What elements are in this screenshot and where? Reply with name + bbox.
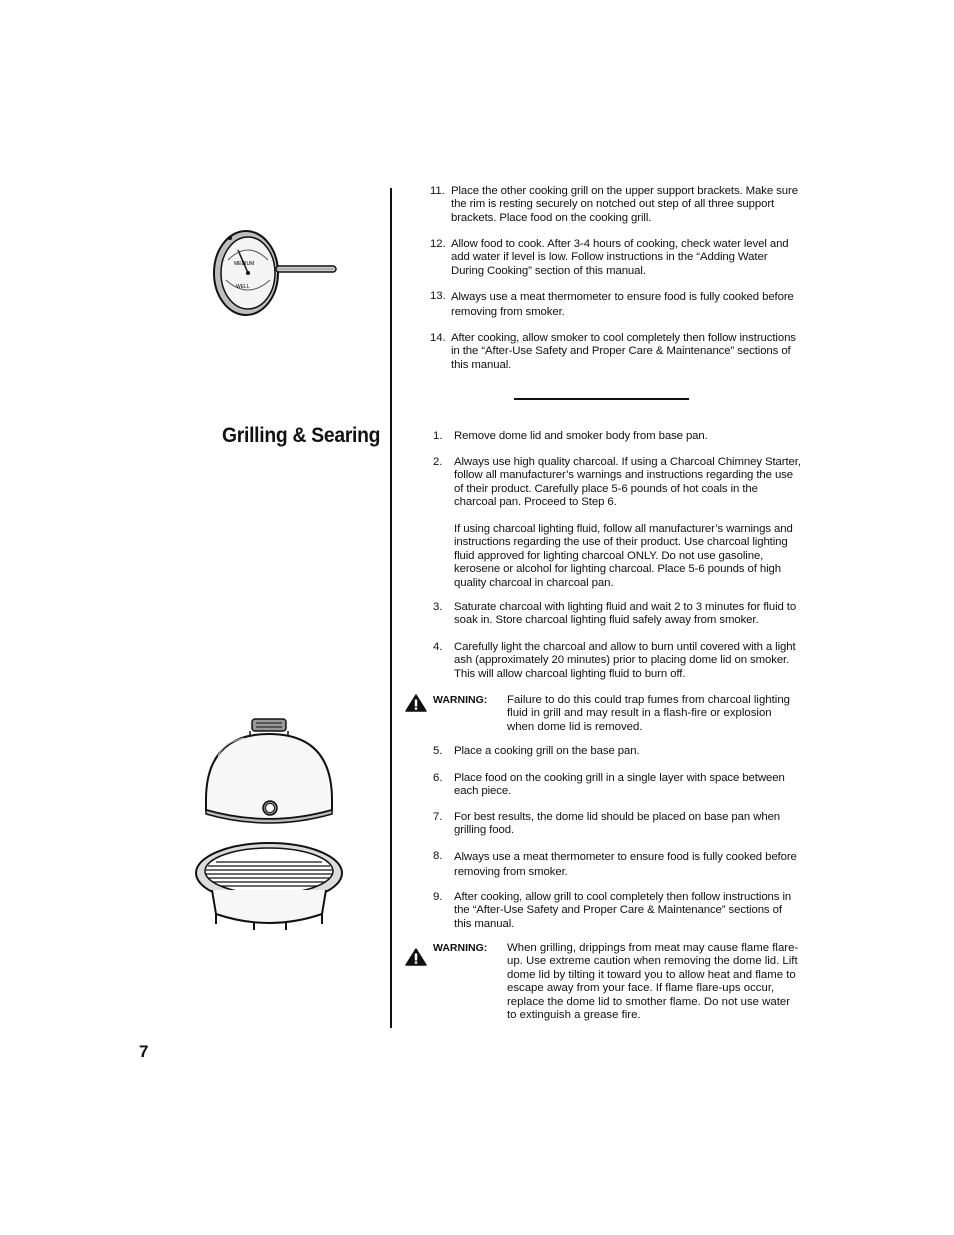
- warning-text: When grilling, drippings from meat may cause flame flare-up. Use extreme caution when removing the dome lid. Lift dome lid by tilting it toward you to allow heat and flame to escape away from your face. If flame flare-ups occur, replace the dome lid to smother flame. Do not use water to extinguish a grease fire.: [507, 942, 799, 1022]
- svg-text:WELL: WELL: [236, 284, 250, 290]
- svg-text:MEDIUM: MEDIUM: [234, 261, 255, 267]
- column-divider: [390, 188, 392, 1028]
- warning-text: Failure to do this could trap fumes from charcoal lighting fluid in grill and may result in a flash-fire or explosion when dome lid is removed.: [507, 694, 791, 733]
- dome-lid-and-base-pan-illustration: [194, 716, 344, 932]
- warning-triangle-icon: [405, 948, 427, 966]
- section-divider: [514, 398, 689, 400]
- meat-thermometer-illustration: [212, 230, 342, 320]
- warning-triangle-icon: [405, 694, 427, 712]
- page-number: 7: [139, 1042, 149, 1061]
- warning-label: WARNING:: [433, 694, 488, 706]
- section-title: Grilling & Searing: [222, 424, 381, 447]
- warning-label: WARNING:: [433, 942, 488, 954]
